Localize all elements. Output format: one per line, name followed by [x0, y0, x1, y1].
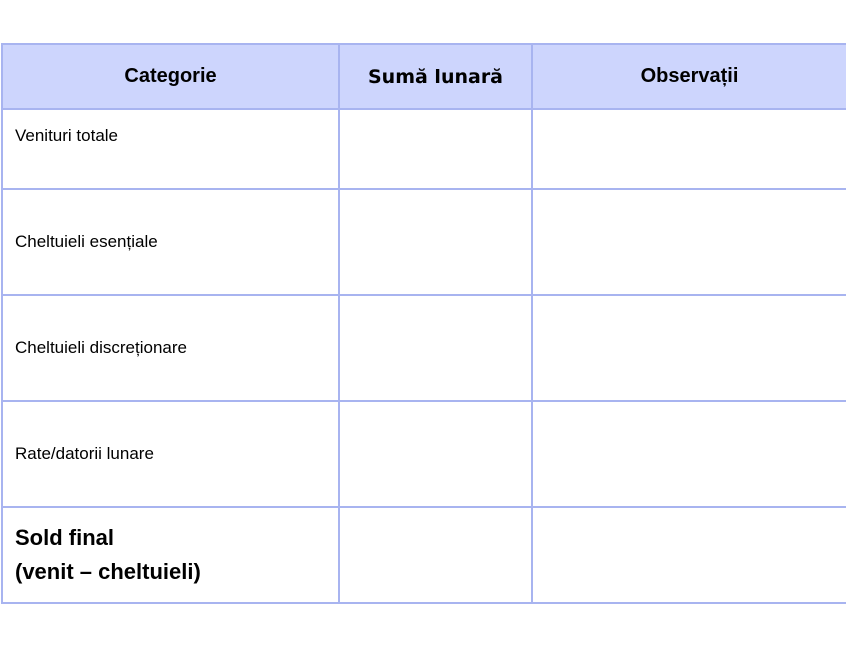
- final-notes-cell[interactable]: [532, 507, 846, 603]
- category-cell: Cheltuieli esențiale: [2, 189, 339, 295]
- category-cell: Rate/datorii lunare: [2, 401, 339, 507]
- category-cell: Cheltuieli discreționare: [2, 295, 339, 401]
- final-balance-label: [2, 507, 339, 603]
- amount-cell[interactable]: [339, 295, 532, 401]
- notes-cell[interactable]: [532, 295, 846, 401]
- amount-cell[interactable]: [339, 189, 532, 295]
- category-cell: Venituri totale: [2, 109, 339, 189]
- budget-table: [1, 43, 846, 604]
- final-balance-formula: (venit – cheltuieli): [15, 559, 201, 584]
- table-row: [2, 295, 846, 401]
- amount-cell[interactable]: [339, 109, 532, 189]
- table-row: [2, 189, 846, 295]
- amount-cell[interactable]: [339, 401, 532, 507]
- header-notes: Observații: [532, 44, 846, 109]
- final-balance-row: [2, 507, 846, 603]
- header-row: [2, 44, 846, 109]
- final-balance-title: Sold final: [15, 525, 114, 550]
- final-amount-cell[interactable]: [339, 507, 532, 603]
- notes-cell[interactable]: [532, 109, 846, 189]
- table-row: [2, 109, 846, 189]
- table-row: [2, 401, 846, 507]
- notes-cell[interactable]: [532, 401, 846, 507]
- header-category: Categorie: [2, 44, 339, 109]
- header-monthly-amount: Sumă lunară: [339, 44, 532, 109]
- notes-cell[interactable]: [532, 189, 846, 295]
